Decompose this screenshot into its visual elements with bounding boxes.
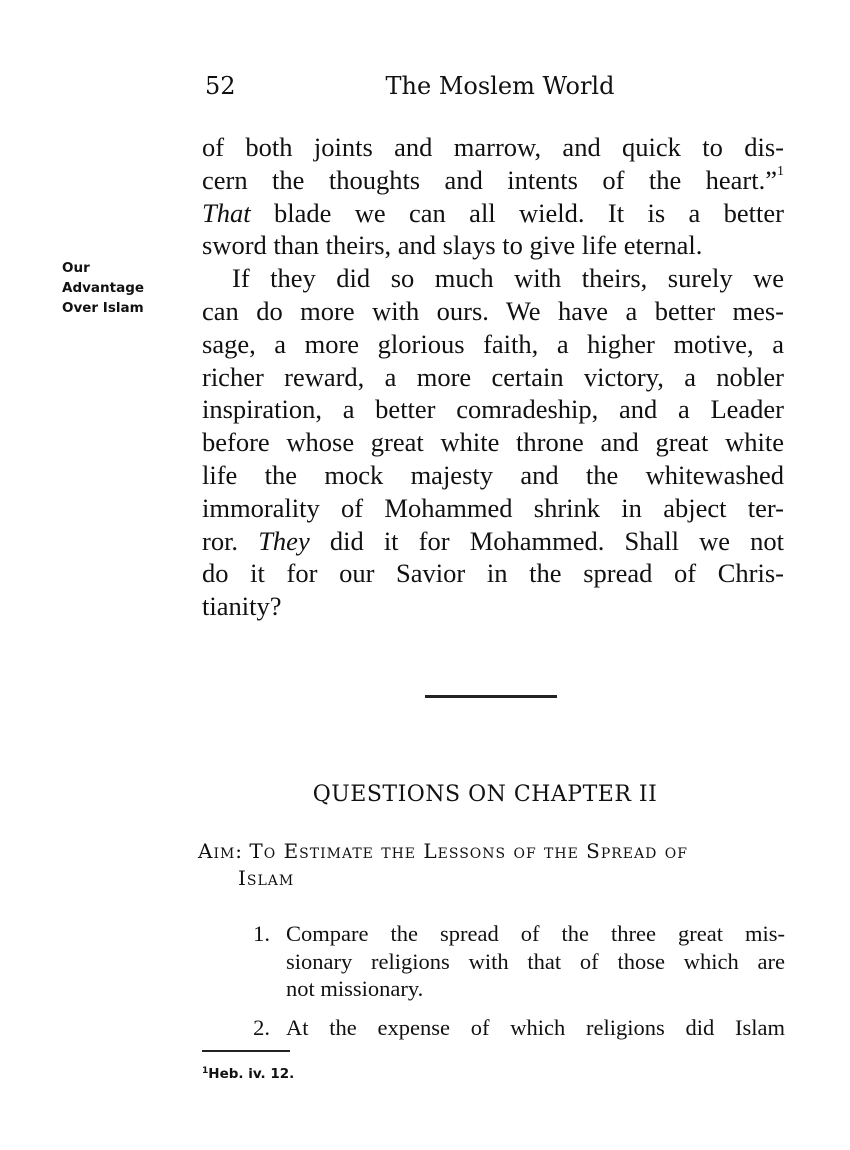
question-item [240, 920, 785, 1003]
text-line: cern the thoughts and intents of the heart.”$^1$ [202, 163, 784, 195]
aim-line: Islam [238, 866, 295, 890]
text-line: can do more with ours. We have a better mes- [202, 295, 784, 326]
text-line: immorality of Mohammed shrink in abject ter- [202, 492, 784, 523]
question-item [240, 1014, 785, 1042]
margin-note-line: Over Islam [62, 300, 144, 316]
aim-statement [198, 838, 788, 892]
text-line: not missionary. [286, 976, 424, 1001]
question-number: 1. [253, 921, 270, 946]
question-list [240, 920, 785, 1052]
text-line: tianity? [202, 591, 282, 622]
margin-note [62, 258, 187, 318]
aim-line [198, 838, 788, 865]
page-number: 52 [205, 72, 236, 100]
text-line: At the expense of which religions did Islam [286, 1014, 785, 1040]
body-text [202, 131, 784, 623]
emphasis: They [258, 525, 310, 556]
footnote-reference: 1 [777, 163, 784, 179]
text-line: inspiration, a better comradeship, and a Leader [202, 394, 784, 425]
margin-note-line: Advantage [62, 280, 145, 296]
aim-label: Aim: [198, 839, 244, 863]
text-line: That blade we can all wield. It is a better [202, 197, 784, 228]
text-line: sionary religions with that of those which are [286, 948, 785, 974]
text-line: sword than theirs, and slays to give life eternal. [202, 230, 703, 261]
page-header [205, 72, 785, 106]
text-line: ror. They did it for Mohammed. Shall we not [202, 525, 784, 556]
section-divider [425, 695, 557, 698]
text-line: Compare the spread of the three great mis- [286, 921, 785, 946]
footnote-marker: 1 [202, 1066, 209, 1076]
text-line: If they did so much with theirs, surely we [232, 263, 784, 294]
text-line: of both joints and marrow, and quick to dis- [202, 132, 784, 162]
text-line: richer reward, a more certain victory, a nobler [202, 361, 784, 392]
aim-text: To Estimate the Lessons of the Spread of [249, 839, 688, 863]
footnote [202, 1066, 294, 1082]
section-title: QUESTIONS ON CHAPTER II [312, 782, 658, 807]
question-number: 2. [253, 1014, 270, 1040]
text-line: before whose great white throne and great white [202, 427, 784, 458]
question-text [286, 920, 785, 1003]
text-line: life the mock majesty and the whitewashed [202, 459, 784, 490]
emphasis: That [202, 197, 251, 228]
margin-note-line: Our [62, 260, 90, 276]
question-text [286, 1014, 785, 1042]
footnote-text: Heb. iv. 12. [208, 1066, 295, 1082]
running-title: The Moslem World [385, 72, 615, 100]
footnote-rule [202, 1050, 290, 1052]
text-line: sage, a more glorious faith, a higher motive, a [202, 328, 784, 359]
text-line: do it for our Savior in the spread of Chris- [202, 558, 784, 589]
